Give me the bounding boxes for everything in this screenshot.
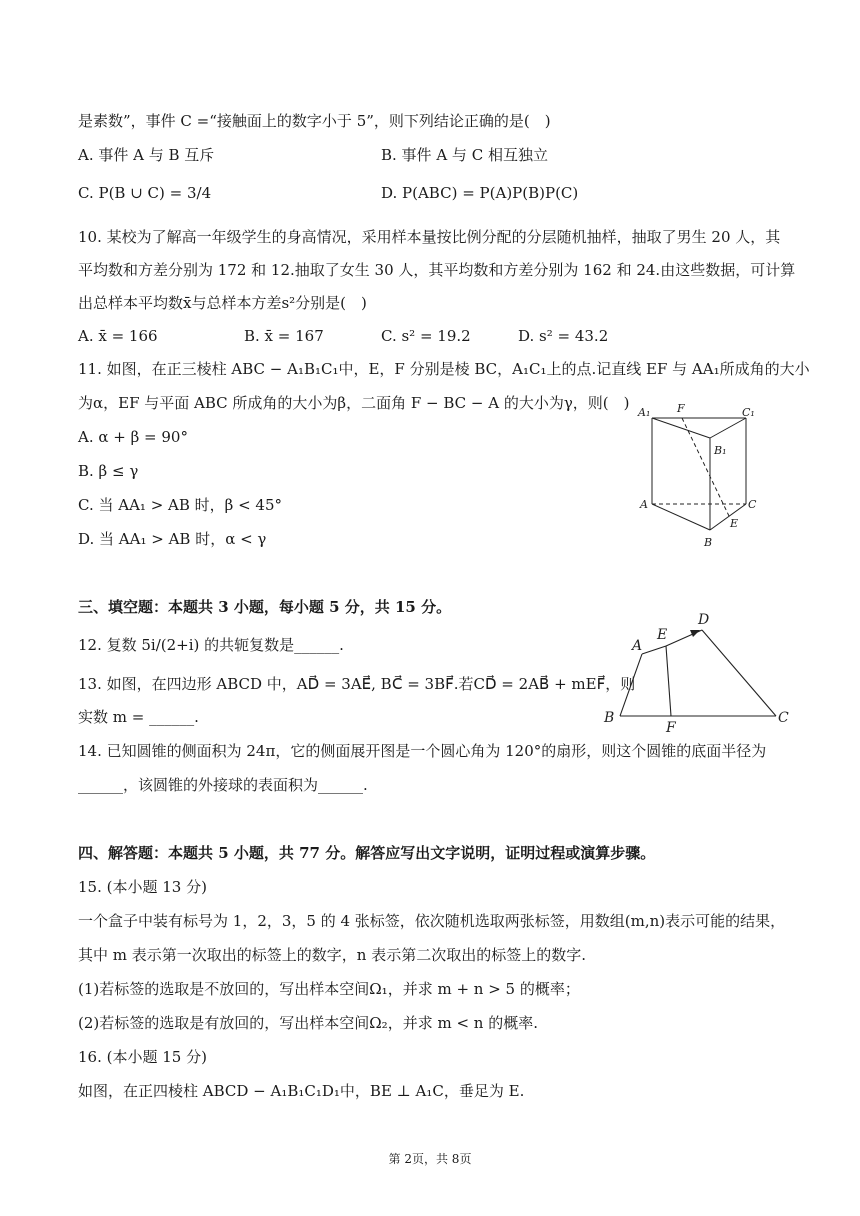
page-footer: 第 2页，共 8页 <box>388 1152 472 1166</box>
q9-option-d: D. P(ABC) = P(A)P(B)P(C) <box>381 184 579 202</box>
q9-option-c: C. P(B ∪ C) = 3/4 <box>78 184 212 202</box>
q11-line-2: 为α，EF 与平面 ABC 所成角的大小为β，二面角 F − BC − A 的大小为γ，则( ) <box>78 394 630 412</box>
q15-part-2: (2)若标签的选取是有放回的，写出样本空间Ω₂，并求 m < n 的概率. <box>78 1014 538 1032</box>
q15-part-1: (1)若标签的选取是不放回的，写出样本空间Ω₁，并求 m + n > 5 的概率； <box>78 980 580 998</box>
prism-label-c: C <box>748 498 757 511</box>
q10-line-1: 10. 某校为了解高一年级学生的身高情况，采用样本量按比例分配的分层随机抽样，抽取了男生 20 人，其 <box>78 228 781 246</box>
prism-label-a1: A₁ <box>638 406 651 419</box>
quadrilateral-figure <box>600 608 800 736</box>
q11-option-b: B. β ≤ γ <box>78 462 139 480</box>
q12-text: 12. 复数 5i/(2+i) 的共轭复数是______. <box>78 636 344 654</box>
quad-label-c: C <box>778 710 789 726</box>
q9-stem-tail: 是素数”，事件 C =“接触面上的数字小于 5”，则下列结论正确的是( ) <box>78 112 551 130</box>
q14-line-1: 14. 已知圆锥的侧面积为 24π，它的侧面展开图是一个圆心角为 120°的扇形，则这个圆锥的底面半径为 <box>78 742 767 760</box>
prism-label-e: E <box>730 517 739 530</box>
q16-line-1: 如图，在正四棱柱 ABCD − A₁B₁C₁D₁中，BE ⊥ A₁C，垂足为 E. <box>78 1082 525 1100</box>
section-4-heading: 四、解答题：本题共 5 小题，共 77 分。解答应写出文字说明，证明过程或演算步骤。 <box>78 844 656 862</box>
q11-option-d: D. 当 AA₁ > AB 时，α < γ <box>78 530 267 548</box>
q15-heading: 15. (本小题 13 分) <box>78 878 207 896</box>
prism-label-f: F <box>677 402 685 415</box>
q11-line-1: 11. 如图，在正三棱柱 ABC − A₁B₁C₁中，E，F 分别是棱 BC，A₁C₁上的点.记直线 EF 与 AA₁所成角的大小 <box>78 360 810 378</box>
q9-option-b: B. 事件 A 与 C 相互独立 <box>381 146 548 164</box>
q14-line-2: ______，该圆锥的外接球的表面积为______. <box>78 776 368 794</box>
q10-option-a: A. x̄ = 166 <box>78 327 158 345</box>
prism-label-b: B <box>704 536 713 549</box>
quad-label-d: D <box>698 612 710 628</box>
q10-option-d: D. s² = 43.2 <box>518 327 609 345</box>
q16-heading: 16. (本小题 15 分) <box>78 1048 207 1066</box>
prism-label-b1: B₁ <box>714 444 727 457</box>
q10-line-3: 出总样本平均数x̄与总样本方差s²分别是( ) <box>78 294 367 312</box>
prism-label-a: A <box>640 498 648 511</box>
q9-option-a: A. 事件 A 与 B 互斥 <box>78 146 215 164</box>
quad-label-b: B <box>604 710 615 726</box>
q10-option-b: B. x̄ = 167 <box>244 327 324 345</box>
q13-line-2: 实数 m = ______. <box>78 708 199 726</box>
section-3-heading: 三、填空题：本题共 3 小题，每小题 5 分，共 15 分。 <box>78 598 452 616</box>
quad-label-a: A <box>632 638 643 654</box>
prism-label-c1: C₁ <box>742 406 755 419</box>
q11-option-a: A. α + β = 90° <box>78 428 188 446</box>
q11-option-c: C. 当 AA₁ > AB 时，β < 45° <box>78 496 283 514</box>
quad-label-f: F <box>666 720 676 736</box>
q15-line-1: 一个盒子中装有标号为 1，2，3，5 的 4 张标签，依次随机选取两张标签，用数组(m,n)表示可能的结果， <box>78 912 786 930</box>
q10-line-2: 平均数和方差分别为 172 和 12.抽取了女生 30 人，其平均数和方差分别为 162 和 24.由这些数据，可计算 <box>78 261 796 279</box>
q13-line-1: 13. 如图，在四边形 ABCD 中，AD⃗ = 3AE⃗, BC⃗ = 3BF⃗.若CD⃗ = 2AB⃗ + mEF⃗，则 <box>78 675 636 693</box>
prism-figure <box>634 398 774 558</box>
q15-line-2: 其中 m 表示第一次取出的标签上的数字，n 表示第二次取出的标签上的数字. <box>78 946 586 964</box>
quad-label-e: E <box>657 627 668 643</box>
q10-option-c: C. s² = 19.2 <box>381 327 471 345</box>
